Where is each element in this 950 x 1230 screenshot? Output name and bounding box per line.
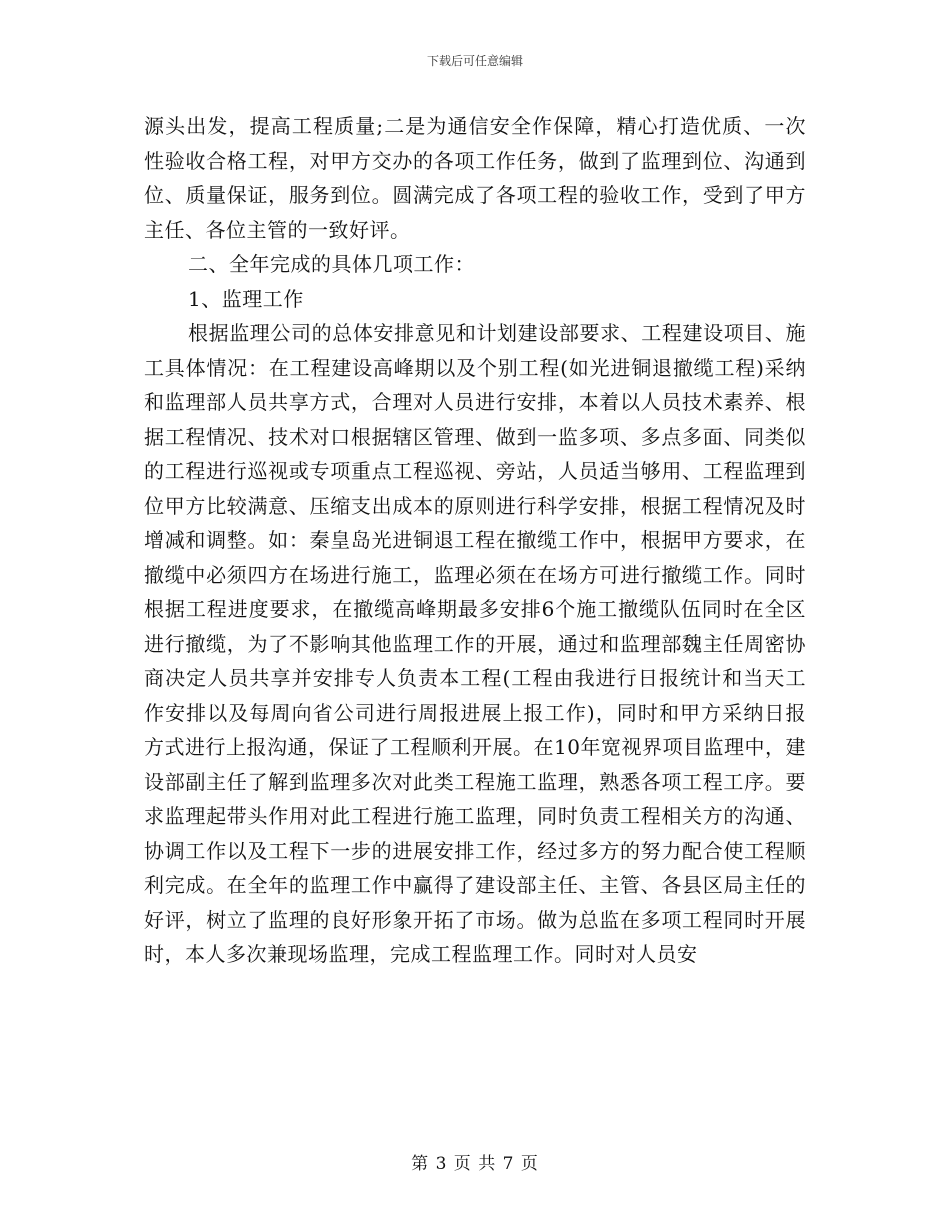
section-heading: 二、全年完成的具体几项工作： xyxy=(188,252,475,276)
body-paragraph: 根据监理公司的总体安排意见和计划建设部要求、工程建设项目、施工具体情况：在工程建设高峰期以及个别工程(如光进铜退撤缆工程)采纳和监理部人员共享方式，合理对人员进行安排，本着以人员技术素养、根据工程情况、技术对口根据辖区管理、做到一监多项、多点多面、同类似的工程进行巡视或专项重点工程巡视、旁站，人员适当够用、工程监理到位甲方比较满意、压缩支出成本的原则进行科学安排，根据工程情况及时增减和调整。如：秦皇岛光进铜退工程在撤缆工作中，根据甲方要求，在撤缆中必须四方在场进行施工，监理必须在在场方可进行撤缆工作。同时根据工程进度要求，在撤缆高峰期最多安排6个施工撤缆队伍同时在全区进行撤缆，为了不影响其他监理工作的开展，通过和监理部魏主任周密协商决定人员共享并安排专人负责本工程(工程由我进行日报统计和当天工作安排以及每周向省公司进行周报进展上报工作)，同时和甲方采纳日报方式进行上报沟通，保证了工程顺利开展。在10年宽视界项目监理中，建设部副主任了解到监理多次对此类工程施工监理，熟悉各项工程工序。要求监理起带头作用对此工程进行施工监理，同时负责工程相关方的沟通、协调工作以及工程下一步的进展安排工作，经过多方的努力配合使工程顺利完成。在全年的监理工作中赢得了建设部主任、主管、各县区局主任的好评，树立了监理的良好形象开拓了市场。做为总监在多项工程同时开展时，本人多次兼现场监理，完成工程监理工作。同时对人员安 xyxy=(144,321,806,966)
page-header-note: 下载后可任意编辑 xyxy=(426,54,523,68)
body-paragraph: 源头出发，提高工程质量;二是为通信安全作保障，精心打造优质、一次性验收合格工程，对甲方交办的各项工作任务，做到了监理到位、沟通到位、质量保证，服务到位。圆满完成了各项工程的验收工作，受到了甲方主任、各位主管的一致好评。 xyxy=(144,114,806,242)
document-body xyxy=(144,109,806,972)
subsection-heading: 1、监理工作 xyxy=(188,286,304,311)
page-number-footer: 第 3 页 共 7 页 xyxy=(411,1154,539,1174)
